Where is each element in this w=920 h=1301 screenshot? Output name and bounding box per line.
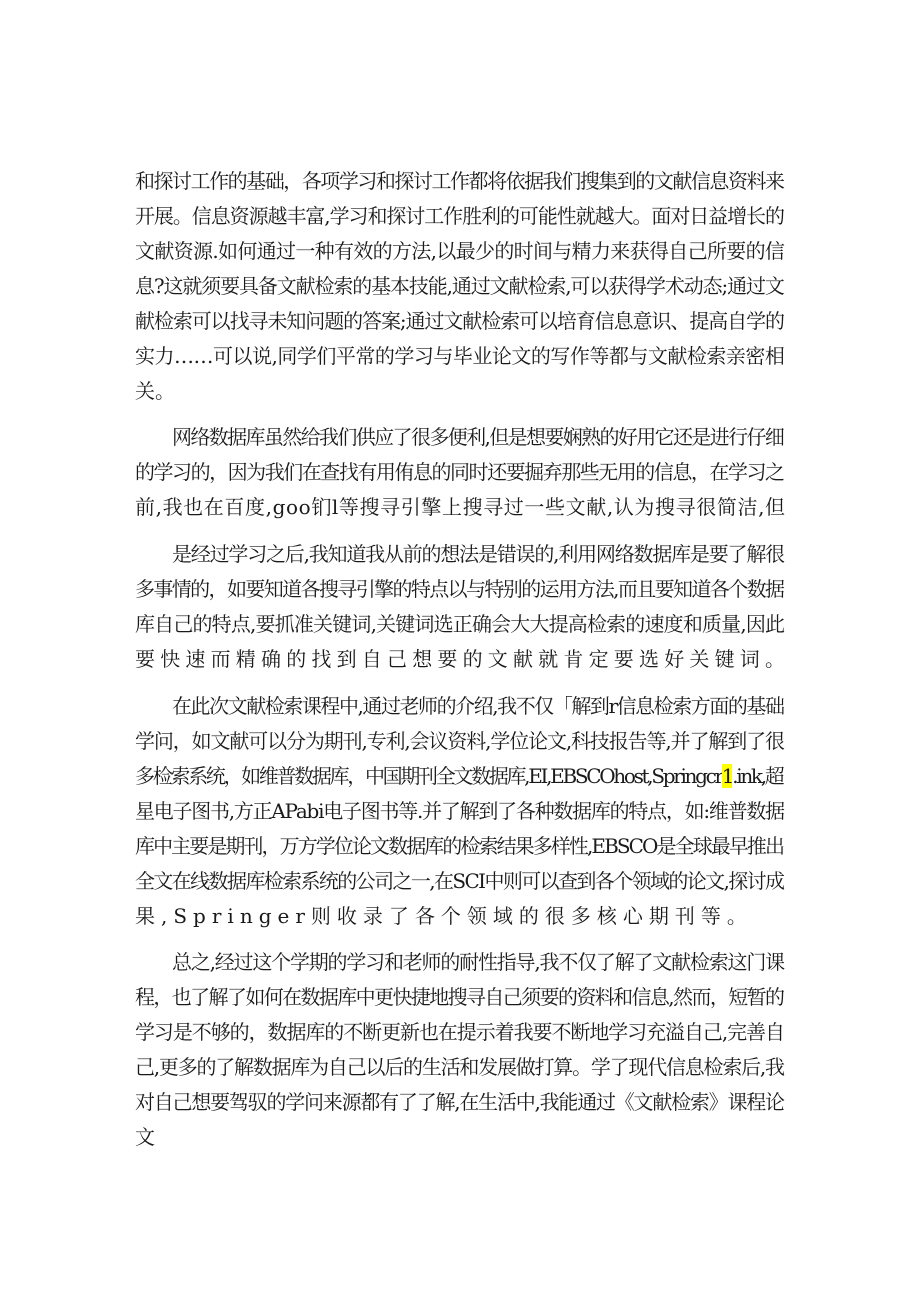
highlight-mark: 1	[721, 764, 733, 788]
text-line: 学问，如文献可以分为期刊,专利,会议资料,学位论文,科技报告等,并了解到了很	[135, 729, 784, 753]
text-line: 息?这就须要具备文献检索的基本技能,通过文献检索,可以获得学术动态;通过文	[135, 274, 784, 298]
text-line: 前,我也在百度,goo钔l等搜寻引擎上搜寻过一些文献,认为搜寻很简洁,但	[135, 495, 786, 519]
text-line: 的学习的，因为我们在查找有用侑息的同时还要掘弃那些无用的信息，在学习之	[135, 460, 784, 484]
text-line: 果,Springer则收录了各个领域的很多核心期刊等。	[135, 904, 753, 928]
text-line: 全文在线数据库检索系统的公司之一,在SCI中则可以查到各个领域的论文,探讨成	[135, 869, 784, 893]
text-line: 多事情的，如要知道各搜寻引擎的特点以与特别的运用方法,而且要知道各个数据	[135, 577, 784, 601]
text-line: 总之,经过这个学期的学习和老师的耐性指导,我不仅了解了文献检索这门课	[172, 950, 784, 974]
text-line: 库自己的特点,要抓准关键词,关键词选正确会大大提高检索的速度和质量,因此	[135, 612, 785, 636]
text-line: 己,更多的了解数据库为自己以后的生活和发展做打算。学了现代信息检索后,我	[135, 1055, 784, 1079]
text-line: 关。	[135, 379, 175, 403]
text-line: 对自己想要驾驭的学问来源都有了了解,在生活中,我能通过《文献检索》课程论	[135, 1090, 784, 1114]
text-line: 程，也了解了如何在数据库中更快捷地搜寻自己须要的资料和信息,然而，短暂的	[135, 985, 784, 1009]
text-line: 开展。信息资源越丰富,学习和探讨工作胜利的可能性就越大。面对日益增长的	[135, 204, 784, 228]
text-line: 文	[135, 1125, 155, 1149]
text-line: 库中主要是期刊，万方学位论文数据库的检索结果多样性,EBSCO是全球最早推出	[135, 834, 784, 858]
text-fragment: 多检索系统，如维普数据库，中国期刊全文数据库,EI,EBSCOhost,Springcr	[135, 764, 722, 788]
text-fragment: .ink,超	[732, 764, 783, 788]
text-line: 在此次文献检索课程中,通过老师的介绍,我不仅「解到r信息检索方面的基础	[172, 694, 784, 718]
text-line: 星电子图书,方正APabi电子图书等.并了解到了各种数据库的特点，如:维普数据	[135, 799, 784, 823]
text-line: 实力……可以说,同学们平常的学习与毕业论文的写作等都与文献检索亲密相	[135, 344, 785, 368]
text-line: 是经过学习之后,我知道我从前的想法是错误的,利用网络数据库是要了解很	[172, 542, 784, 566]
text-line: 文献资源.如何通过一种有效的方法,以最少的时间与精力来获得自己所要的信	[135, 239, 785, 263]
text-line: 要快速而精确的找到自己想要的文献就肯定要选好关键词。	[135, 647, 791, 671]
text-line: 和探讨工作的基础，各项学习和探讨工作都将依据我们搜集到的文献信息资料来	[135, 169, 784, 193]
text-line-with-highlight	[135, 759, 785, 793]
text-line: 学习是不够的，数据库的不断更新也在提示着我要不断地学习充溢自己,完善自	[135, 1020, 784, 1044]
text-line: 献检索可以找寻未知问题的答案;通过文献检索可以培育信息意识、提高自学的	[135, 309, 784, 333]
text-line: 网络数据库虽然给我们供应了很多便利,但是想要娴熟的好用它还是进行仔细	[172, 425, 784, 449]
